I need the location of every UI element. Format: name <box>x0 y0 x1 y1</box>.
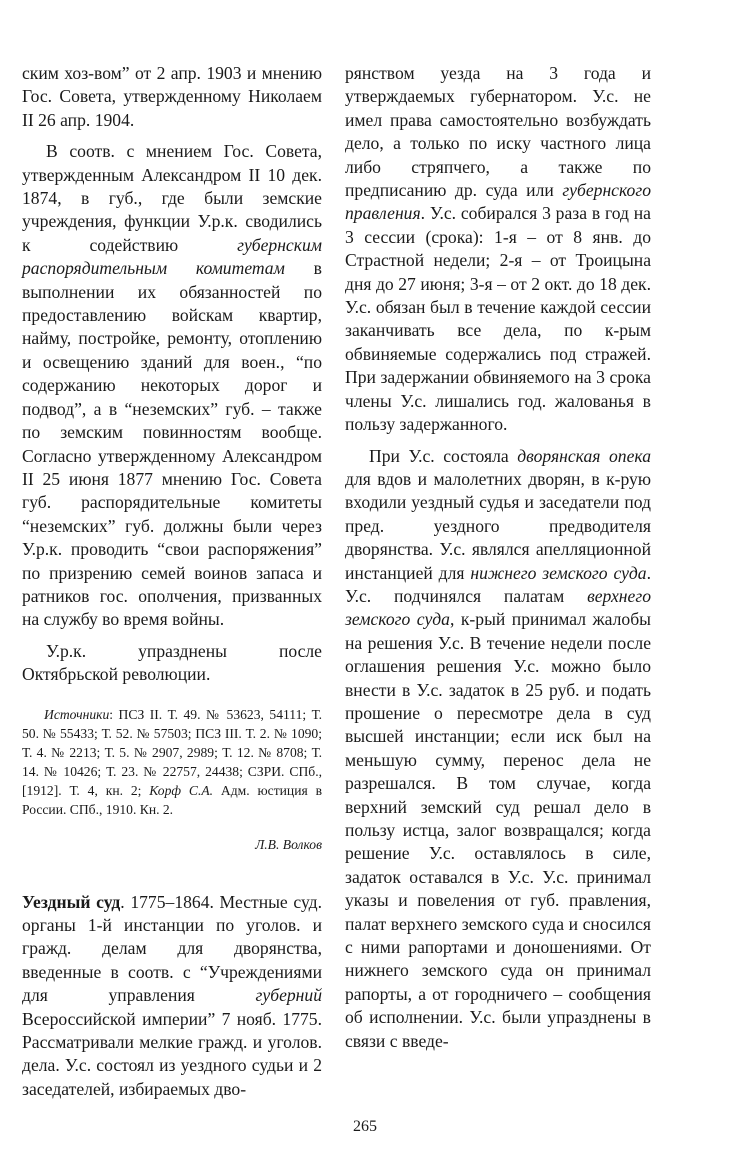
paragraph-court-procedure: рянством уезда на 3 года и утверждаемых губернатором. У.с. не имел права самостоятельно возбуждать дело, а только по иску частного лица либо стряпчего, а также по предписанию др. суда или губернского правления. У.с. собирался 3 раза в год на 3 сессии (срока): 1-я – от 8 янв. до Страстной недели; 2-я – от Троицына дня до 27 июня; 3-я – от 2 окт. до 18 дек. У.с. обязан был в течение каждой сессии заканчивать все дела, по к-рым обвиняемые содержались под стражей. При задержании обвиняемого на 3 срока члены У.с. лишались год. жалованья в пользу задержанного. <box>345 63 651 435</box>
sources: Источники: ПСЗ II. Т. 49. № 53623, 54111; Т. 50. № 55433; Т. 52. № 57503; ПСЗ III. Т. 2. № 1090; Т. 4. № 2213; Т. 5. № 2907, 2989; Т. 12. № 8708; Т. 14. № 10426; Т. 23. № 22757, 24438; СЗРИ. СПб., [1912]. Т. 4, кн. 2; Корф С.А. Адм. юстиция в России. СПб., 1910. Кн. 2. <box>22 706 322 817</box>
paragraph-continuation: ским хоз-вом” от 2 апр. 1903 и мнению Гос. Совета, утвержденному Николаем II 26 апр. 1904. <box>22 63 322 130</box>
entry-uezdny-sud: Уездный суд. 1775–1864. Местные суд. органы 1-й инстанции по уголов. и гражд. делам для дворянства, введенные в соотв. с “Учреждениями для управления губерний Всероссийской империи” 7 нояб. 1775. Рассматривали мелкие гражд. и уголов. дела. У.с. состоял из уездного судьи и 2 заседателей, избираемых дво- <box>22 891 322 1099</box>
left-column <box>22 62 322 1101</box>
paragraph-abolition: У.р.к. упразднены после Октябрьской революции. <box>22 640 322 685</box>
right-column <box>345 62 651 1053</box>
paragraph-functions: В соотв. с мнением Гос. Совета, утвержденным Александром II 10 дек. 1874, в губ., где были земские учреждения, функции У.р.к. сводились к содействию губернским распорядительным комитетам в выполнении их обязанностей по предоставлению войскам квартир, найму, постройке, ремонту, отоплению и освещению зданий для воен., “по содержанию некоторых дорог и подвод”, а в “неземских” губ. – также по земским повинностям вообще. Согласно утвержденному Александром II 25 июня 1877 мнению Гос. Совета губ. распорядительные комитеты “неземских” губ. должны были через У.р.к. проводить “свои распоряжения” по призрению семей воинов запаса и ратников гос. ополчения, призванных на службу во время войны. <box>22 141 322 630</box>
term-gubernskie-komitety: губернским распорядительным комитетам <box>22 234 322 279</box>
entry-title: Уездный суд <box>22 891 121 912</box>
article-author: Л.В. Волков <box>255 836 322 852</box>
paragraph-court-relations: При У.с. состояла дворянская опека для вдов и малолетних дворян, в к-рую входили уездный судья и заседатели под пред. уездного предводителя дворянства. У.с. являлся апелляционной инстанцией для нижнего земского суда. У.с. подчинялся палатам верхнего земского суда, к-рый принимал жалобы на решения У.с. В течение недели после оглашения решения У.с. можно было внести в У.с. задаток в 25 руб. и подать прошение о пересмотре дела в суд высшей инстанции; если иск был на меньшую сумму, перенос дела не разрешался. В том случае, когда верхний земский суд решал дело в пользу истца, залог возвращался; когда решение У.с. оставлялось в силе, задаток оставался в У.с. У.с. принимал указы и повеления от губ. правления, палат верхнего земского суда и сносился с ними рапортами и доношениями. От нижнего земского суда он принимал рапорты, а от городничего – сообщения об исполнении. У.с. были упразднены в связи с введе- <box>345 445 651 1051</box>
page-number: 265 <box>353 1118 377 1135</box>
